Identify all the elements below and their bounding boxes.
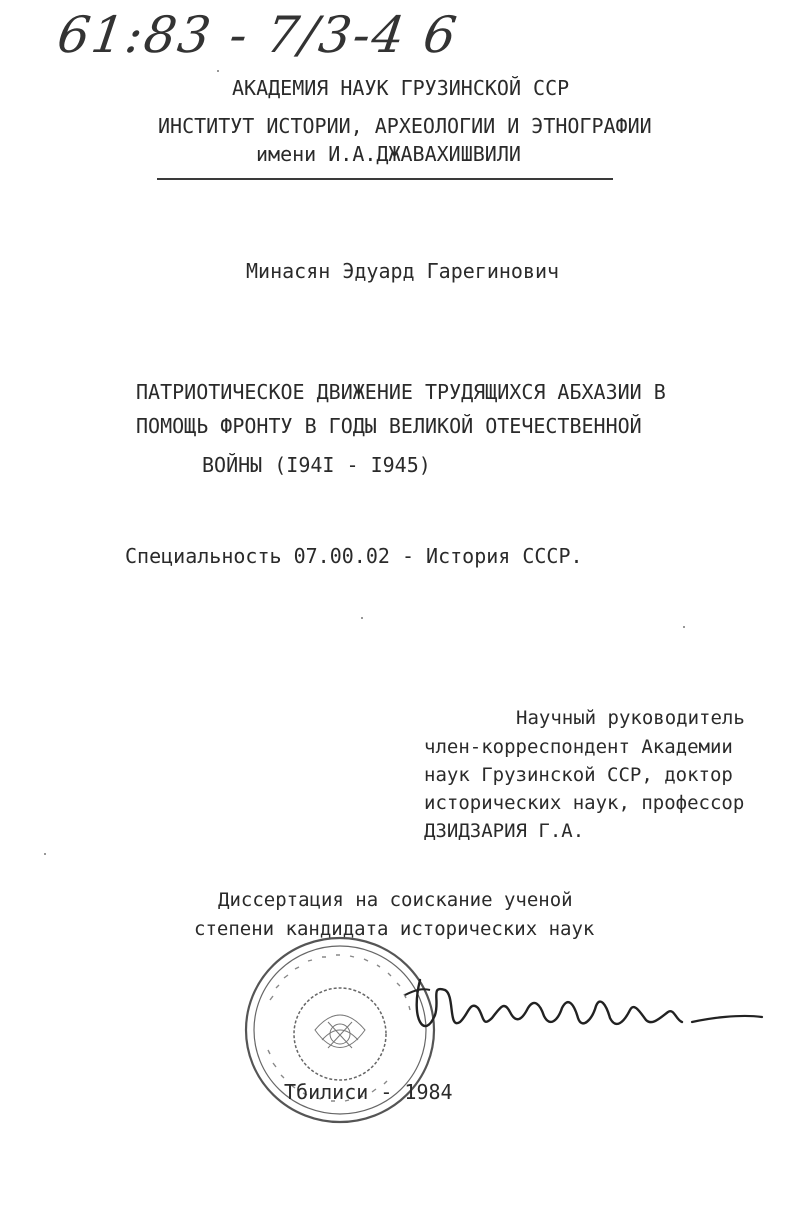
title-line-2: ПОМОЩЬ ФРОНТУ В ГОДЫ ВЕЛИКОЙ ОТЕЧЕСТВЕННОЙ — [136, 414, 642, 438]
dissertation-line-2: степени кандидата исторических наук — [194, 918, 595, 940]
author-signature — [400, 960, 770, 1050]
scan-speck — [683, 626, 685, 628]
handwritten-catalog-note: 61:83 - 7/3-4 6 — [53, 6, 462, 64]
stamp-emblem — [315, 1015, 365, 1048]
supervisor-name: ДЗИДЗАРИЯ Г.А. — [424, 820, 585, 842]
title-line-1: ПАТРИОТИЧЕСКОЕ ДВИЖЕНИЕ ТРУДЯЩИХСЯ АБХАЗИИ В — [136, 380, 666, 404]
supervisor-academy: наук Грузинской ССР, доктор — [424, 764, 733, 786]
supervisor-rank: член-корреспондент Академии — [424, 736, 733, 758]
named-after-line: имени И.А.ДЖАВАХИШВИЛИ — [256, 142, 521, 166]
author-name: Минасян Эдуард Гарегинович — [246, 259, 560, 283]
dissertation-line-1: Диссертация на соискание ученой — [218, 889, 573, 911]
academy-heading: АКАДЕМИЯ НАУК ГРУЗИНСКОЙ ССР — [232, 76, 570, 100]
scan-speck — [44, 853, 46, 855]
supervisor-label: Научный руководитель — [516, 707, 745, 729]
specialty-line: Специальность 07.00.02 - История СССР. — [125, 544, 583, 568]
scan-speck — [361, 617, 363, 619]
header-divider — [157, 178, 613, 180]
title-line-3: ВОЙНЫ (I94I - I945) — [202, 453, 431, 477]
scan-speck — [217, 70, 219, 72]
institute-heading: ИНСТИТУТ ИСТОРИИ, АРХЕОЛОГИИ И ЭТНОГРАФИИ — [158, 114, 652, 138]
stamp-center-ring — [294, 988, 386, 1080]
supervisor-degree: исторических наук, профессор — [424, 792, 745, 814]
place-and-year: Тбилиси - 1984 — [284, 1080, 453, 1104]
